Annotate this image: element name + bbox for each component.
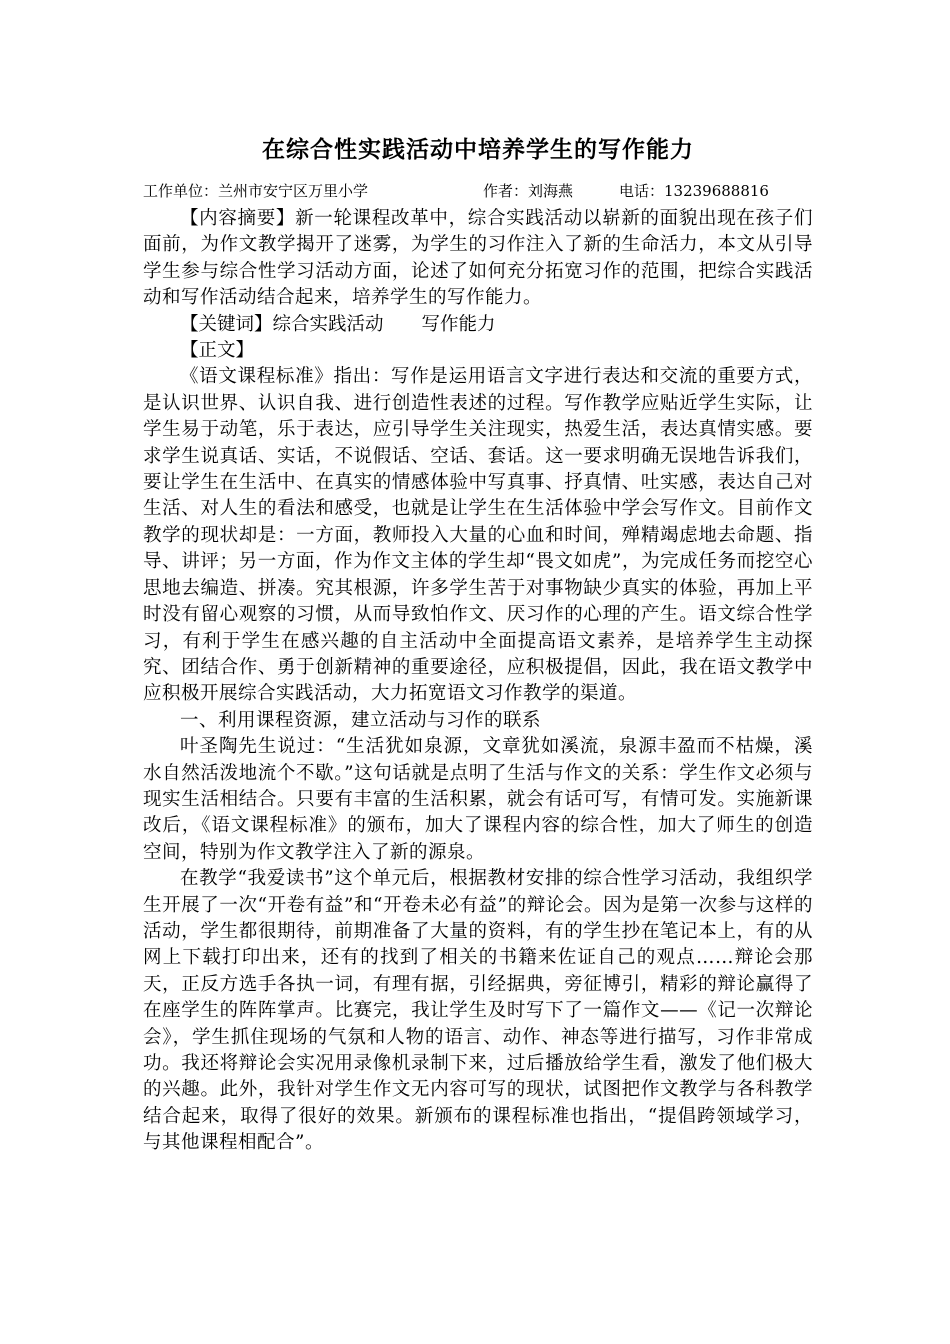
- keyword-second: 写作能力: [421, 313, 496, 335]
- work-unit: 工作单位：兰州市安宁区万里小学: [143, 182, 369, 200]
- document-content: [143, 132, 813, 1157]
- section-heading: 一、利用课程资源，建立活动与习作的联系: [180, 709, 542, 731]
- author-name: 作者：刘海燕: [483, 182, 574, 200]
- document-title: 在综合性实践活动中培养学生的写作能力: [262, 136, 694, 163]
- author-info-line: [143, 180, 813, 202]
- body-paragraph: 《语文课程标准》指出：写作是运用语言文字进行表达和交流的重要方式，是认识世界、认识自我、进行创造性表述的过程。写作教学应贴近学生实际，让学生易于动笔，乐于表达，应引导学生关注现实，热爱生活，表达真情实感。要求学生说真话、实话，不说假话、空话、套话。这一要求明确无误地告诉我们，要让学生在生活中、在真实的情感体验中写真事、抒真情、吐实感，表达自己对生活、对人生的看法和感受，也就是让学生在生活体验中学会写作文。目前作文教学的现状却是：一方面，教师投入大量的心血和时间，殚精竭虑地去命题、指导、讲评；另一方面，作为作文主体的学生却“畏文如虎”，为完成任务而挖空心思地去编造、拼凑。究其根源，许多学生苦于对事物缺少真实的体验，再加上平时没有留心观察的习惯，从而导致怕作文、厌习作的心理的产生。语文综合性学习，有利于学生在感兴趣的自主活动中全面提高语文素养，是培养学生主动探究、团结合作、勇于创新精神的重要途径，应积极提倡，因此，我在语文教学中应积极开展综合实践活动，大力拓宽语文习作教学的渠道。: [143, 366, 813, 705]
- keywords-label: 【关键词】综合实践活动: [180, 313, 384, 335]
- keywords-line: [143, 312, 813, 338]
- body-heading: 【正文】: [180, 340, 255, 362]
- body-paragraph: 叶圣陶先生说过：“生活犹如泉源，文章犹如溪流，泉源丰盈而不枯燥，溪水自然活泼地流个不歇。”这句话就是点明了生活与作文的关系：学生作文必须与现实生活相结合。只要有丰富的生活积累，就会有话可写，有情可发。实施新课改后，《语文课程标准》的颁布，加大了课程内容的综合性，加大了师生的创造空间，特别为作文教学注入了新的源泉。: [143, 736, 813, 863]
- phone-number: 电话：13239688816: [619, 182, 769, 200]
- abstract-paragraph: 【内容摘要】新一轮课程改革中，综合实践活动以崭新的面貌出现在孩子们面前，为作文教学揭开了迷雾，为学生的习作注入了新的生命活力，本文从引导学生参与综合性学习活动方面，论述了如何充分拓宽习作的范围，把综合实践活动和写作活动结合起来，培养学生的写作能力。: [143, 208, 813, 309]
- body-paragraph: 在教学“我爱读书”这个单元后，根据教材安排的综合性学习活动，我组织学生开展了一次“开卷有益”和“开卷未必有益”的辩论会。因为是第一次参与这样的活动，学生都很期待，前期准备了大量的资料，有的学生抄在笔记本上，有的从网上下载打印出来，还有的找到了相关的书籍来佐证自己的观点……辩论会那天，正反方选手各执一词，有理有据，引经据典，旁征博引，精彩的辩论赢得了在座学生的阵阵掌声。比赛完，我让学生及时写下了一篇作文——《记一次辩论会》，学生抓住现场的气氛和人物的语言、动作、神态等进行描写，习作非常成功。我还将辩论会实况用录像机录制下来，过后播放给学生看，激发了他们极大的兴趣。此外，我针对学生作文无内容可写的现状，试图把作文教学与各科教学结合起来，取得了很好的效果。新颁布的课程标准也指出，“提倡跨领域学习，与其他课程相配合”。: [143, 868, 813, 1154]
